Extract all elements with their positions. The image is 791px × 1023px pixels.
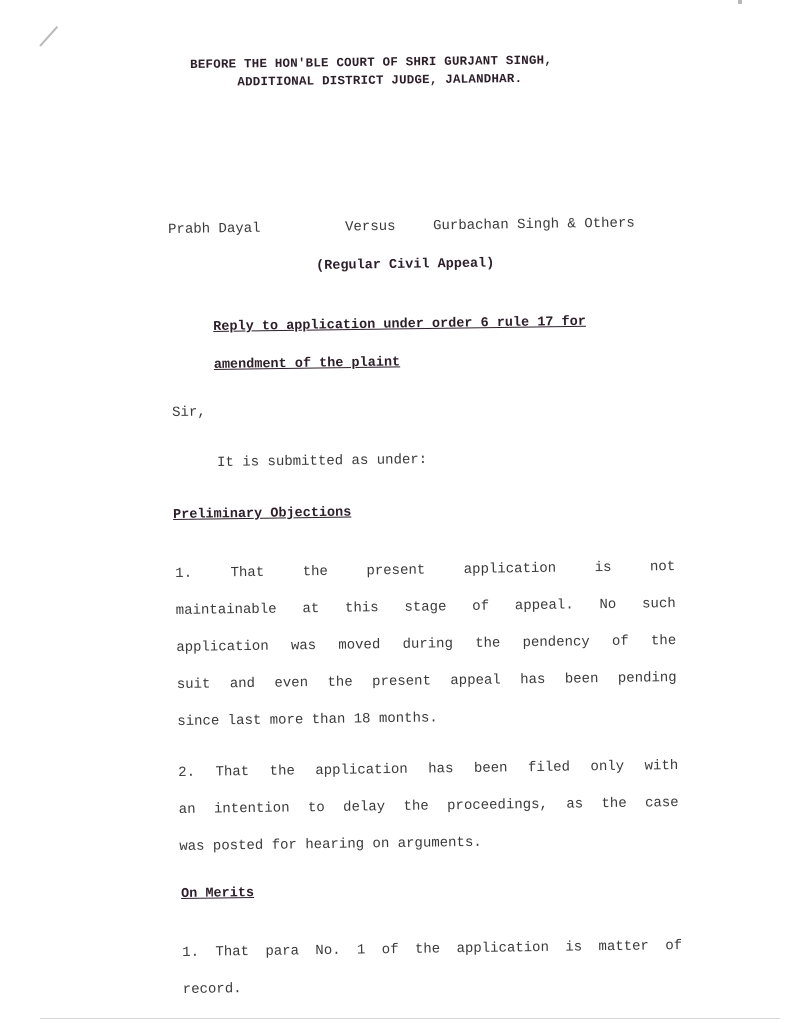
paragraph-word: of	[472, 598, 490, 615]
paragraph-word: been	[564, 671, 599, 688]
paragraph-word: 1	[356, 942, 366, 959]
paragraph-line	[179, 822, 679, 866]
paragraph-word: para	[265, 943, 300, 960]
paragraph-word: the	[601, 795, 627, 813]
paragraph-word: intention	[213, 800, 290, 818]
reply-subject-line-2: amendment of the plaint	[213, 355, 401, 373]
paragraph-word: pending	[617, 670, 677, 687]
paragraph-word: only	[590, 758, 625, 776]
paragraph-word: proceedings,	[446, 796, 549, 815]
paragraph-word: the	[269, 763, 295, 780]
paragraph-word: since last more than 18 months.	[177, 710, 438, 730]
paragraph-word: this	[344, 600, 379, 617]
paragraph-word: at	[302, 600, 320, 618]
paragraph-word: suit	[176, 676, 211, 693]
paragraph-word: That	[230, 564, 265, 582]
paragraph-word: is	[565, 939, 583, 956]
paragraph-word: present	[372, 673, 432, 691]
paragraph-word: delay	[343, 799, 386, 816]
paragraph-word: was	[290, 638, 317, 655]
paragraph-word: such	[642, 596, 676, 613]
paragraph-word: has	[428, 761, 454, 778]
paragraph-word: application	[315, 761, 408, 780]
versus-label: Versus	[344, 218, 396, 236]
paragraph-word: No.	[315, 942, 341, 960]
paragraph-word: with	[644, 758, 679, 775]
paragraph-word: the	[302, 563, 329, 581]
court-heading-line-1: BEFORE THE HON'BLE COURT OF SHRI GURJANT SINGH,	[190, 53, 553, 72]
paragraph-word: the	[327, 674, 353, 691]
paragraph-word: during	[402, 636, 454, 653]
paragraph-word: filed	[527, 759, 571, 777]
paragraph-word: appeal	[450, 672, 501, 690]
appellant-name: Prabh Dayal	[168, 220, 261, 238]
paragraph-word: and	[229, 675, 256, 693]
paragraph-word: 1.	[175, 565, 193, 582]
paragraph-word: the	[650, 633, 677, 650]
paragraph-word: pendency	[522, 634, 590, 652]
reply-subject	[213, 303, 587, 384]
paragraph-word: matter	[598, 938, 650, 956]
paragraph-word: the	[403, 798, 429, 815]
salutation: Sir,	[172, 404, 206, 421]
paragraph-word: application	[456, 939, 550, 958]
paragraph-word: has	[520, 671, 546, 689]
page-bottom-edge	[40, 1018, 780, 1019]
paragraph-word: record.	[182, 981, 242, 998]
paragraph-word: of	[381, 941, 399, 959]
paragraph-word: is	[594, 559, 612, 577]
paragraph-word: No	[599, 596, 617, 614]
reply-subject-line-1: Reply to application under order 6 rule 17 for	[213, 314, 587, 335]
merits-paragraph-1	[182, 928, 683, 1009]
paragraph-line	[182, 928, 682, 972]
paragraph-word: application	[463, 560, 557, 578]
paragraph-word: was posted for hearing on arguments.	[179, 834, 482, 855]
paragraph-word: maintainable	[175, 601, 277, 619]
paragraph-word: 2.	[178, 764, 196, 781]
preliminary-objections-heading: Preliminary Objections	[173, 505, 352, 523]
paragraph-line	[176, 586, 676, 630]
paragraph-word: moved	[338, 637, 381, 654]
paragraph-word: the	[414, 941, 441, 958]
paragraph-word: application	[176, 638, 269, 656]
intro-text: It is submitted as under:	[217, 452, 428, 471]
paragraph-word: an	[178, 801, 196, 818]
paragraph-line	[183, 965, 683, 1009]
scan-artifact-dot	[738, 0, 742, 4]
paragraph-word: appeal.	[514, 597, 574, 615]
paragraph-word: the	[475, 635, 501, 652]
court-heading-line-2: ADDITIONAL DISTRICT JUDGE, JALANDHAR.	[237, 71, 523, 90]
paragraph-word: stage	[404, 599, 447, 616]
paragraph-word: 1.	[182, 944, 200, 961]
paragraph-word: That	[215, 764, 250, 781]
preliminary-objection-2	[178, 748, 680, 866]
scan-artifact-stroke	[39, 26, 58, 47]
paragraph-word: of	[665, 938, 683, 955]
paragraph-word: to	[307, 799, 325, 817]
paragraph-word: That	[215, 944, 250, 961]
paragraph-word: of	[611, 633, 629, 650]
on-merits-heading: On Merits	[181, 885, 255, 902]
paragraph-word: not	[649, 559, 676, 576]
respondent-name: Gurbachan Singh & Others	[432, 215, 635, 235]
paragraph-line	[179, 785, 679, 829]
case-parties	[168, 215, 668, 238]
paragraph-word: been	[473, 760, 508, 777]
paragraph-line	[177, 697, 677, 741]
paragraph-word: as	[566, 796, 584, 813]
paragraph-word: even	[274, 675, 309, 692]
appeal-type: (Regular Civil Appeal)	[316, 256, 495, 274]
court-heading	[190, 50, 660, 92]
paragraph-word: present	[366, 562, 426, 580]
preliminary-objection-1	[175, 549, 678, 741]
paragraph-word: case	[644, 795, 679, 812]
